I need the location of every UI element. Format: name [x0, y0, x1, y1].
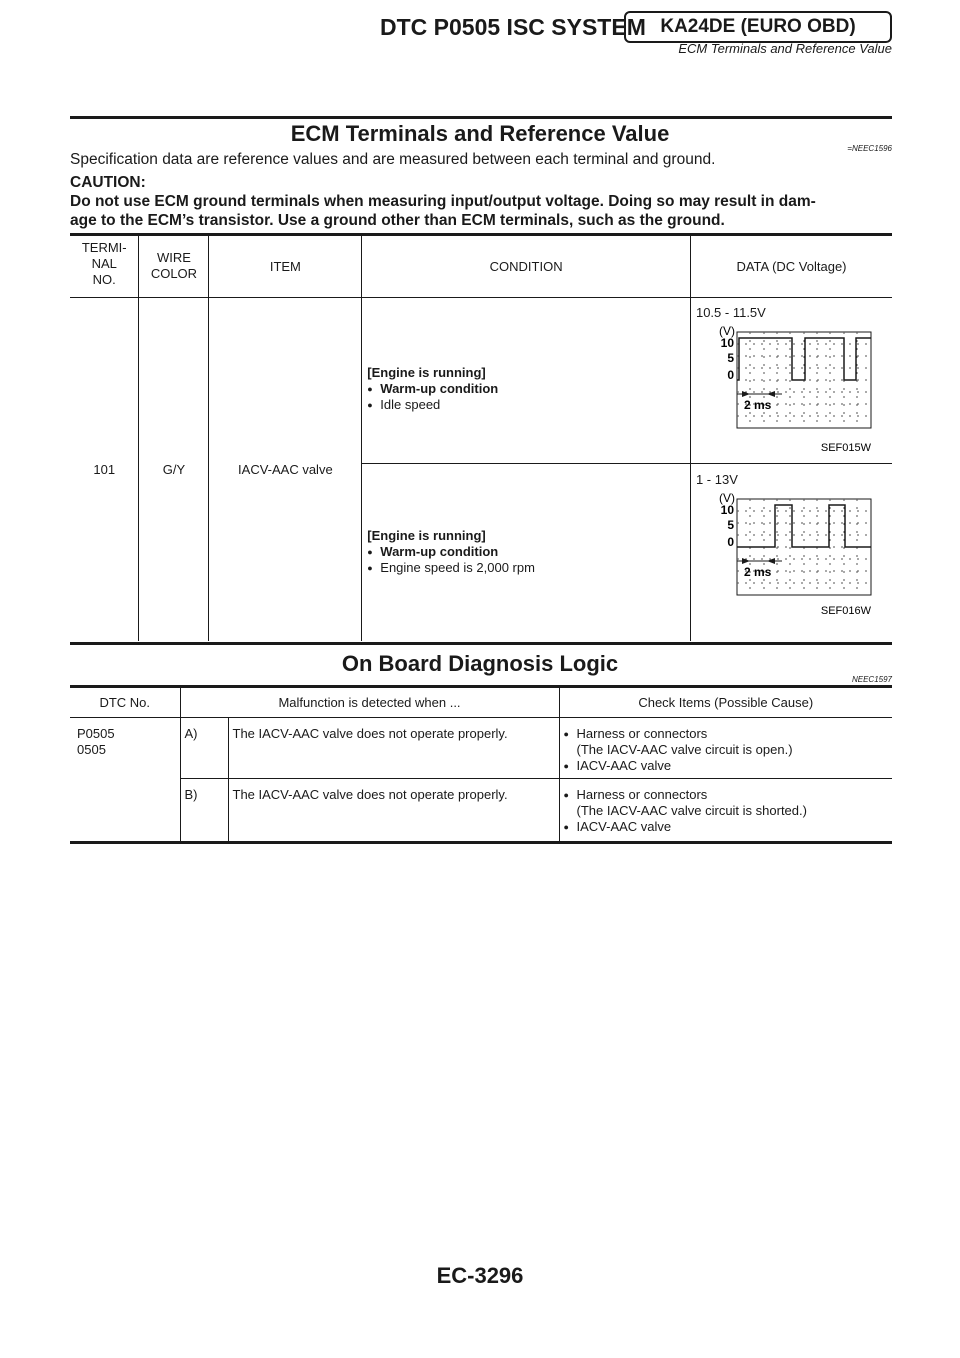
malfunction-label-a: A) [180, 717, 228, 778]
col-header-condition: CONDITION [362, 236, 691, 297]
terminal-number: 101 [70, 297, 139, 641]
caution-line-2: age to the ECM’s transistor. Use a ground other than ECM terminals, such as the ground. [70, 212, 725, 229]
scope-y-tick-0: 0 [727, 367, 734, 382]
figure-code: SEF016W [820, 604, 871, 617]
scope-y-tick-10: 10 [720, 335, 734, 350]
engine-badge: KA24DE (EURO OBD) [624, 11, 892, 43]
scope-y-tick-5: 5 [727, 350, 734, 365]
scope-y-tick-0: 0 [727, 534, 734, 549]
check-item-bullet: ● IACV-AAC valve [564, 819, 893, 835]
scope-y-tick-5: 5 [727, 517, 734, 532]
obd-logic-table [70, 688, 892, 843]
condition-bullet: ● Engine speed is 2,000 rpm [367, 560, 690, 576]
col-header-terminal: TERMI- NAL NO. [81, 240, 127, 287]
scope-time-label: 2 ms [743, 564, 772, 579]
scope-unit-label: (V) [718, 323, 735, 338]
page-header-title: DTC P0505 ISC SYSTEM [380, 14, 646, 40]
header-rule [70, 116, 892, 119]
check-item-bullet: ● IACV-AAC valve [564, 758, 893, 774]
oscilloscope-waveform-idle [696, 322, 892, 462]
col-header-data: DATA (DC Voltage) [690, 236, 892, 297]
ecm-terminals-table [70, 236, 892, 641]
figure-code: SEF015W [820, 441, 871, 454]
section-ref-code: =NEEC1596 [847, 144, 892, 153]
malfunction-text-b: The IACV-AAC valve does not operate properly. [228, 778, 559, 843]
col-header-item: ITEM [209, 236, 362, 297]
condition-bullet: ● Warm-up condition [367, 544, 690, 560]
scope-y-tick-10: 10 [720, 502, 734, 517]
page-number: EC-3296 [436, 1263, 524, 1288]
table2-bottom-rule [70, 841, 892, 844]
check-item-note: (The IACV-AAC valve circuit is shorted.) [576, 802, 807, 818]
col-header-wire-color: WIRE COLOR [139, 236, 209, 297]
data-cell-2000rpm [690, 463, 892, 641]
check-item-bullet: ● Harness or connectors [564, 787, 893, 803]
check-items-a [559, 717, 892, 778]
scope-time-label: 2 ms [743, 397, 772, 412]
section-title-obd-logic: On Board Diagnosis Logic [341, 651, 619, 676]
condition-idle [362, 297, 691, 463]
col-header-malfunction: Malfunction is detected when ... [180, 688, 559, 717]
caution-line-1: Do not use ECM ground terminals when measuring input/output voltage. Doing so may result in dam- [70, 193, 816, 210]
voltage-value: 1 - 13V [695, 471, 738, 487]
condition-heading: [Engine is running] [367, 528, 486, 544]
scope-unit-label: (V) [718, 490, 735, 505]
check-items-b [559, 778, 892, 843]
condition-heading: [Engine is running] [367, 365, 486, 380]
section-title-ecm-terminals: ECM Terminals and Reference Value [290, 121, 670, 146]
condition-2000rpm [362, 463, 691, 641]
data-cell-idle [690, 297, 892, 463]
malfunction-label-b: B) [180, 778, 228, 843]
caution-heading: CAUTION: [70, 174, 146, 191]
col-header-dtc: DTC No. [99, 694, 151, 710]
col-header-check-items: Check Items (Possible Cause) [559, 688, 892, 717]
check-item-bullet: ● Harness or connectors [564, 726, 893, 742]
page-header-subtitle: ECM Terminals and Reference Value [678, 41, 892, 56]
voltage-value: 10.5 - 11.5V [695, 304, 766, 320]
wire-color: G/Y [139, 297, 209, 641]
malfunction-text-a: The IACV-AAC valve does not operate properly. [228, 717, 559, 778]
oscilloscope-waveform-2000rpm [696, 489, 892, 629]
section-ref-code: NEEC1597 [851, 675, 892, 684]
check-item-note: (The IACV-AAC valve circuit is open.) [576, 741, 793, 757]
dtc-number: P0505 0505 [70, 717, 180, 843]
item-name: IACV-AAC valve [209, 297, 362, 641]
condition-bullet: ● Idle speed [367, 397, 690, 413]
condition-bullet: ● Warm-up condition [367, 381, 690, 397]
intro-paragraph: Specification data are reference values and are measured between each terminal and ground. [70, 151, 716, 168]
table1-bottom-rule [70, 642, 892, 645]
